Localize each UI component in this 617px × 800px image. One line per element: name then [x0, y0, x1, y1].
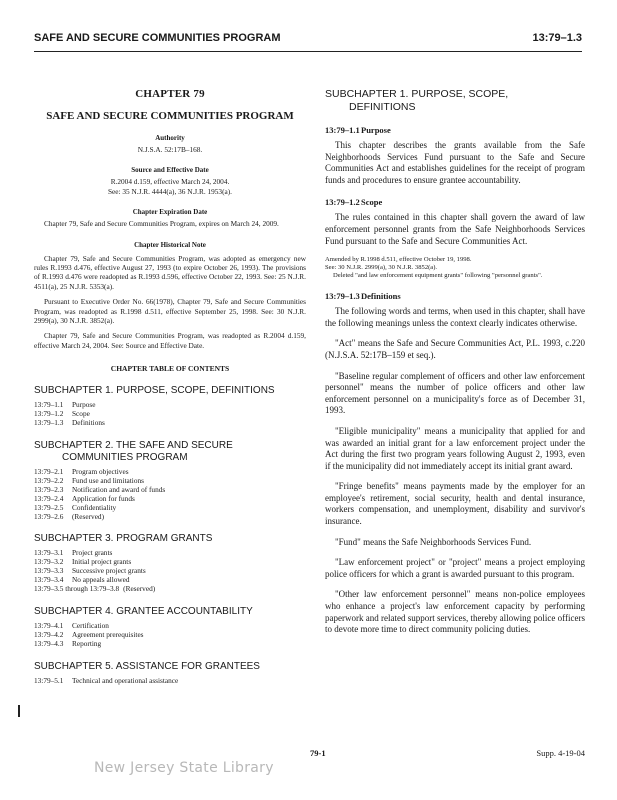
toc-entry-title: Scope	[72, 409, 90, 419]
toc-entry-title: Project grants	[72, 548, 113, 558]
library-watermark: New Jersey State Library	[94, 760, 274, 776]
page-number: 79-1	[310, 748, 326, 758]
toc-subchapter-title: SUBCHAPTER 3. PROGRAM GRANTS	[34, 533, 213, 545]
toc-entry-title: Confidentiality	[72, 502, 117, 512]
subchapter-title-cont: DEFINITIONS	[349, 101, 416, 113]
header-rule	[34, 51, 582, 52]
toc-entry-number: 13:79–2.5	[34, 502, 64, 512]
toc-entry-number: 13:79–3.4	[34, 575, 64, 585]
toc-entry-title: Reporting	[72, 638, 102, 648]
toc-entries	[34, 401, 306, 428]
toc-entry-title: Certification	[72, 620, 109, 630]
source-line-1: R.2004 d.159, effective March 24, 2004.	[110, 177, 230, 187]
section-title: Definitions	[361, 291, 401, 302]
toc-entry	[34, 513, 306, 522]
toc-entry-number: 13:79–1.1	[34, 400, 64, 410]
chapter-name: SAFE AND SECURE COMMUNITIES PROGRAM	[46, 110, 294, 122]
subchapter-title: SUBCHAPTER 1. PURPOSE, SCOPE,	[325, 88, 509, 100]
definition-paragraph: "Fund" means the Safe Neighborhoods Services Fund.	[335, 536, 532, 547]
amendment-line-1: Amended by R.1998 d.511, effective October 19, 1998.	[325, 256, 472, 264]
history-para-3: Chapter 79, Safe and Secure Communities Program, was readopted as R.2004 d.159, effective March 24, 2004. See: Source and Effective Date.	[34, 331, 306, 350]
toc-entry-number: 13:79–4.3	[34, 638, 64, 648]
toc-entry-title: Purpose	[72, 400, 96, 410]
table-of-contents	[34, 385, 306, 685]
amendment-line-2: See: 30 N.J.R. 2999(a), 30 N.J.R. 3852(a).	[325, 264, 438, 272]
definition-paragraph: "Fringe benefits" means payments made by the employer for an employee's retirement, social security, health and dental insurance, workers compensation, and unemployment, disability and survivor's insurance.	[325, 481, 585, 527]
toc-entry-title: Notification and award of funds	[72, 484, 166, 494]
change-bar	[18, 705, 20, 717]
authority-heading: Authority	[155, 134, 185, 142]
toc-entry-title: Fund use and limitations	[72, 475, 144, 485]
section-heading-definitions	[325, 291, 585, 301]
toc-entries	[34, 468, 306, 521]
toc-entry-number: 13:79–2.6	[34, 511, 64, 521]
toc-entry-number: 13:79–3.2	[34, 557, 64, 567]
definition-paragraph: "Eligible municipality" means a municipality that applied for and was awarded an initial grant for a law enforcement project under the Act during the first two program years following August 2, 1993, even if the municipality did not immediately accept its initial grant award.	[325, 425, 585, 471]
definition-paragraph: "Baseline regular complement of officers and other law enforcement personnel" means the number of police officers and other law enforcement personnel on a municipality's force as of December 31, 1993.	[325, 370, 585, 416]
supplement-date: Supp. 4-19-04	[536, 748, 585, 758]
right-column	[325, 58, 585, 636]
history-heading: Chapter Historical Note	[134, 240, 206, 249]
toc-entry-number: 13:79–4.2	[34, 629, 64, 639]
toc-entry-title: Technical and operational assistance	[72, 675, 179, 685]
section-heading-scope	[325, 197, 585, 207]
toc-entry-number: 13:79–2.3	[34, 484, 64, 494]
toc-entries	[34, 622, 306, 649]
toc-entry-number: 13:79–3.3	[34, 566, 64, 576]
amendment-line-3: Deleted "and law enforcement equipment grants" following "personnel grants".	[333, 272, 543, 280]
toc-entry-title: Successive project grants	[72, 566, 146, 576]
toc-entry	[34, 677, 306, 686]
definitions-intro: The following words and terms, when used in this chapter, shall have the following meanings unless the context clearly indicates otherwise.	[325, 306, 585, 328]
toc-entries	[34, 677, 306, 686]
running-header	[34, 32, 582, 48]
toc-entry	[34, 640, 306, 649]
toc-entry-number: 13:79–4.1	[34, 620, 64, 630]
toc-entry-number: 13:79–1.3	[34, 418, 64, 428]
purpose-text: This chapter describes the grants available from the Safe Neighborhoods Services Fund pursuant to the Safe and Secure Communities Act and establishes guidelines for the receipt of program funds and procedures to ensure grantee accountability.	[325, 140, 585, 185]
definition-paragraph: "Law enforcement project" or "project" means a project employing police officers for which a grant is awarded pursuant to this program.	[325, 557, 585, 579]
toc-subchapter-title: SUBCHAPTER 1. PURPOSE, SCOPE, DEFINITIONS	[34, 385, 275, 397]
toc-entry-title: Agreement prerequisites	[72, 629, 144, 639]
toc-entry-number: 13:79–5.1	[34, 675, 64, 685]
toc-entry-title: No appeals allowed	[72, 575, 130, 585]
toc-entry-number: 13:79–1.2	[34, 409, 64, 419]
toc-entry-title: Program objectives	[72, 467, 129, 476]
toc-entry-number: 13:79–2.1	[34, 467, 64, 476]
toc-heading: CHAPTER TABLE OF CONTENTS	[110, 364, 230, 374]
section-title: Purpose	[361, 125, 391, 135]
section-number: 13:79–1.3	[325, 291, 360, 302]
amendment-note	[325, 256, 585, 280]
toc-entry-number: 13:79–3.5 through 13:79–3.8	[34, 584, 120, 594]
toc-subchapter-title: SUBCHAPTER 4. GRANTEE ACCOUNTABILITY	[34, 605, 253, 617]
section-heading-purpose	[325, 125, 585, 135]
header-section: 13:79–1.3	[532, 32, 582, 44]
toc-entry-number: 13:79–2.2	[34, 475, 64, 485]
definition-paragraph: "Other law enforcement personnel" means non-police employees who enhance a project's law enforcement capacity by performing paperwork and related support services, thereby allowing police officers to devote more time to direct community policing duties.	[325, 589, 585, 635]
toc-subchapter-title-cont: COMMUNITIES PROGRAM	[62, 452, 188, 463]
definitions-list	[325, 338, 585, 635]
toc-entry-title: (Reserved)	[72, 511, 105, 521]
source-heading: Source and Effective Date	[131, 166, 209, 175]
toc-entry-number: 13:79–2.4	[34, 493, 64, 503]
toc-subchapter-title: SUBCHAPTER 2. THE SAFE AND SECURE	[34, 440, 233, 451]
toc-entry-number: 13:79–3.1	[34, 548, 64, 558]
toc-entry	[34, 585, 306, 594]
source-line-2: See: 35 N.J.R. 4444(a), 36 N.J.R. 1953(a).	[107, 186, 233, 196]
expiration-text: Chapter 79, Safe and Secure Communities Program, expires on March 24, 2009.	[44, 219, 279, 229]
toc-entries	[34, 549, 306, 594]
toc-subchapter-title: SUBCHAPTER 5. ASSISTANCE FOR GRANTEES	[34, 660, 260, 672]
chapter-number: CHAPTER 79	[135, 88, 205, 100]
toc-entry	[34, 419, 306, 428]
toc-entry-title: Definitions	[72, 418, 105, 428]
toc-entry-title: (Reserved)	[123, 584, 156, 594]
authority-text: N.J.S.A. 52:17B–168.	[137, 145, 203, 154]
scope-text: The rules contained in this chapter shall govern the award of law enforcement personnel grants from the Safe Neighborhoods Services Fund pursuant to the Safe and Secure Communities Act.	[325, 212, 585, 246]
expiration-heading: Chapter Expiration Date	[132, 208, 208, 217]
section-number: 13:79–1.2	[325, 197, 360, 208]
history-para-2: Pursuant to Executive Order No. 66(1978), Chapter 79, Safe and Secure Communities Program, was readopted as R.1998 d.511, effective September 25, 1998. See: 30 N.J.R. 2999(a), 30 N.J.R. 3852(a).	[34, 297, 306, 326]
definition-paragraph: "Act" means the Safe and Secure Communities Act, P.L. 1993, c.220 (N.J.S.A. 52:17B–159 et seq.).	[325, 338, 585, 360]
toc-entry-title: Initial project grants	[72, 557, 132, 567]
left-column	[34, 58, 306, 686]
section-number: 13:79–1.1	[325, 125, 360, 135]
toc-entry-title: Application for funds	[72, 493, 135, 503]
header-title: SAFE AND SECURE COMMUNITIES PROGRAM	[34, 32, 281, 44]
section-title: Scope	[361, 197, 383, 208]
history-para-1: Chapter 79, Safe and Secure Communities Program, was adopted as emergency new rules R.1993 d.476, effective August 27, 1993 (to expire October 26, 1993). The provisions of R.1993 d.476 were readopted as R.1993 d.596, effective October 22, 1993. See: 25 N.J.R. 4511(a), 25 N.J.R. 5353(a).	[34, 253, 306, 291]
